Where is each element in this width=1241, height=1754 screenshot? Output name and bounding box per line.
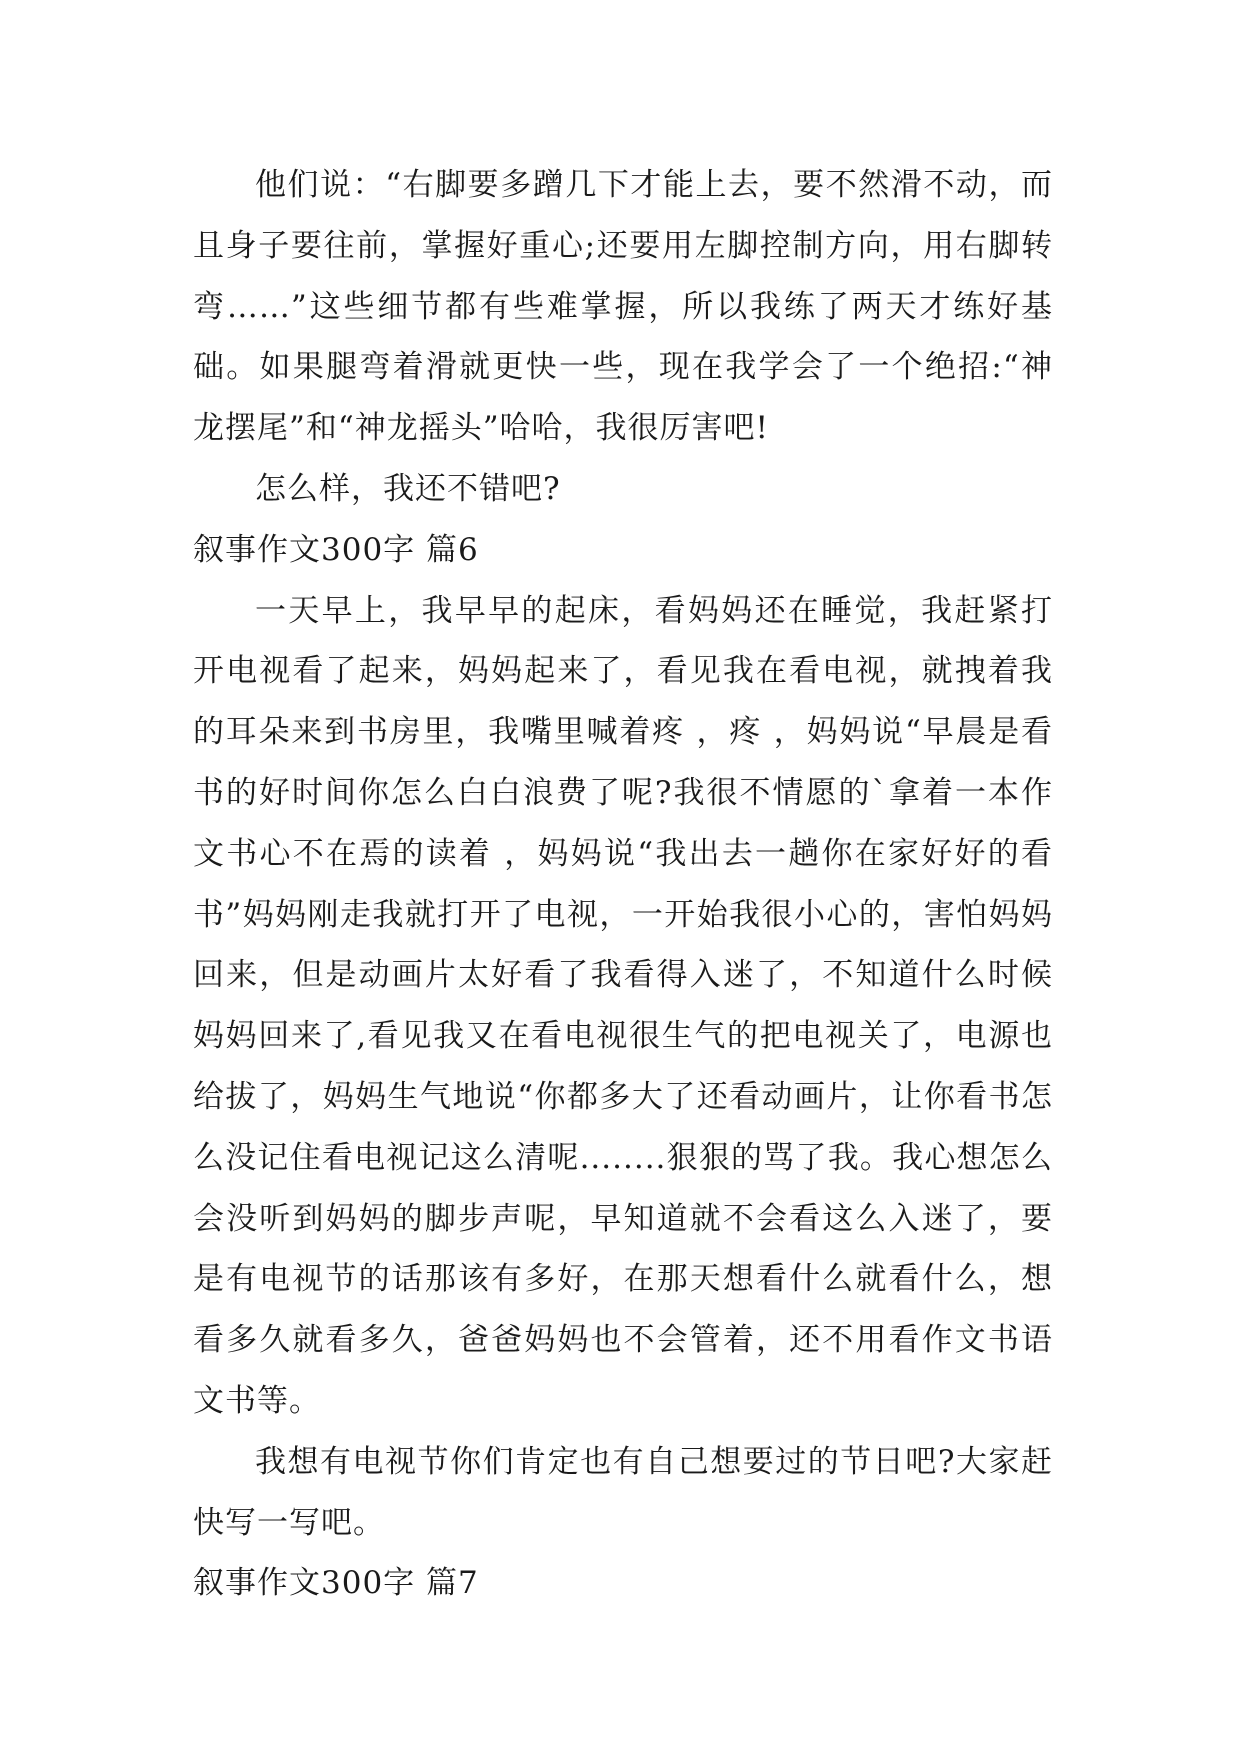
section-heading: 叙事作文300字 篇6 <box>193 531 479 568</box>
paragraph: 他们说：“右脚要多蹭几下才能上去，要不然滑不动，而且身子要往前，掌握好重心;还要用左脚控制方向，用右脚转弯……”这些细节都有些难掌握，所以我练了两天才练好基础。如果腿弯着滑就更快一些，现在我学会了一个绝招:“神龙摆尾”和“神龙摇头”哈哈，我很厉害吧! <box>193 167 1053 447</box>
paragraph: 怎么样，我还不错吧? <box>255 470 561 507</box>
paragraph: 我想有电视节你们肯定也有自己想要过的节日吧?大家赶快写一写吧。 <box>193 1443 1053 1541</box>
paragraph: 一天早上，我早早的起床，看妈妈还在睡觉，我赶紧打开电视看了起来，妈妈起来了，看见我在看电视，就拽着我的耳朵来到书房里，我嘴里喊着疼 ，疼 ，妈妈说“早晨是看书的好时间你怎么白白浪费了呢?我很不情愿的`拿着一本作文书心不在焉的读着 ，妈妈说“我出去一趟你在家好好的看书”妈妈刚走我就打开了电视，一开始我很小心的，害怕妈妈回来，但是动画片太好看了我看得入迷了，不知道什么时候妈妈回来了,看见我又在看电视很生气的把电视关了，电源也给拔了，妈妈生气地说“你都多大了还看动画片，让你看书怎么没记住看电视记这么清呢........狠狠的骂了我。我心想怎么会没听到妈妈的脚步声呢，早知道就不会看这么入迷了，要是有电视节的话那该有多好，在那天想看什么就看什么，想看多久就看多久，爸爸妈妈也不会管着，还不用看作文书语文书等。 <box>193 592 1053 1419</box>
section-heading: 叙事作文300字 篇7 <box>193 1565 479 1602</box>
document-page <box>193 155 1053 1614</box>
